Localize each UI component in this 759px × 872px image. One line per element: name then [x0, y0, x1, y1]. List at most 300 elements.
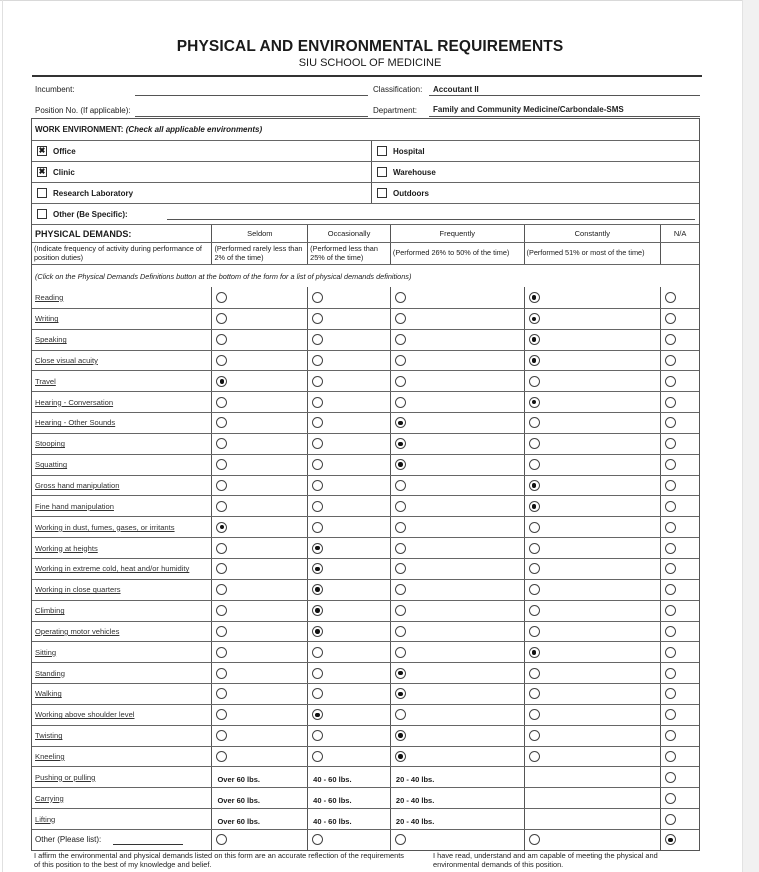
radio-seldom[interactable]: [216, 668, 227, 679]
other-demand-label: Other (Please list):: [35, 835, 102, 845]
radio-cell-seldom: [211, 580, 307, 600]
radio-n-a[interactable]: [665, 480, 676, 491]
radio-occasionally[interactable]: [312, 709, 323, 720]
radio-seldom[interactable]: [216, 730, 227, 741]
radio-cell-seldom: [211, 559, 307, 579]
demand-definition-link[interactable]: Working in dust, fumes, gases, or irritants: [35, 522, 175, 532]
radio-cell-occasionally: [307, 580, 390, 600]
title-divider: [32, 75, 702, 77]
radio-constantly[interactable]: [529, 751, 540, 762]
checkbox-outdoors[interactable]: [377, 188, 387, 198]
radio-cell-n-a: [660, 455, 699, 475]
radio-n-a[interactable]: [665, 397, 676, 408]
demand-definition-link[interactable]: Stooping: [35, 439, 65, 449]
demand-label-cell: [32, 788, 211, 808]
radio-cell-occasionally: [307, 413, 390, 433]
weight-cell-seldom: [211, 809, 307, 829]
env-label: Warehouse: [392, 167, 436, 177]
radio-n-a[interactable]: [665, 543, 676, 554]
radio-frequently[interactable]: [395, 688, 406, 699]
radio-constantly[interactable]: [529, 501, 540, 512]
demand-definition-link[interactable]: Lifting: [35, 814, 56, 824]
radio-seldom[interactable]: [216, 334, 227, 345]
radio-n-a[interactable]: [665, 376, 676, 387]
column-header-frequently: Frequently: [390, 225, 524, 242]
radio-cell-n-a: [660, 559, 699, 579]
demand-definition-link[interactable]: Gross hand manipulation: [35, 481, 120, 491]
physical-demands-descriptions: [32, 242, 699, 264]
radio-constantly[interactable]: [529, 543, 540, 554]
radio-n-a[interactable]: [665, 605, 676, 616]
radio-cell-frequently: [390, 684, 524, 704]
department-field[interactable]: [429, 116, 700, 117]
radio-constantly[interactable]: [529, 730, 540, 741]
radio-cell-n-a: [660, 476, 699, 496]
radio-n-a[interactable]: [665, 834, 676, 845]
radio-cell-frequently: [390, 476, 524, 496]
weight-value: 40 - 60 lbs.: [313, 775, 352, 785]
radio-cell-frequently: [390, 559, 524, 579]
radio-occasionally[interactable]: [312, 376, 323, 387]
demand-label-cell: [32, 309, 211, 329]
radio-n-a[interactable]: [665, 709, 676, 720]
radio-seldom[interactable]: [216, 563, 227, 574]
demand-row-squatting: [32, 454, 699, 475]
radio-frequently[interactable]: [395, 397, 406, 408]
work-environment-header: [32, 119, 699, 140]
radio-cell-n-a: [660, 496, 699, 516]
radio-cell-seldom: [211, 392, 307, 412]
radio-constantly[interactable]: [529, 355, 540, 366]
radio-cell-na: [660, 767, 699, 787]
radio-occasionally[interactable]: [312, 397, 323, 408]
env-item-outdoors[interactable]: [371, 183, 699, 203]
radio-cell-n-a: [660, 517, 699, 537]
demand-row-close-visual-acuity: [32, 350, 699, 371]
radio-seldom[interactable]: [216, 417, 227, 428]
checkbox-office[interactable]: ✖: [38, 146, 46, 155]
radio-n-a[interactable]: [665, 584, 676, 595]
radio-constantly[interactable]: [529, 668, 540, 679]
radio-cell-occasionally: [307, 309, 390, 329]
checkbox-warehouse[interactable]: [377, 167, 387, 177]
demand-label-cell: [32, 767, 211, 787]
radio-na[interactable]: [665, 814, 676, 825]
demand-definition-link[interactable]: Reading: [35, 292, 64, 302]
demand-definition-link[interactable]: Fine hand manipulation: [35, 501, 114, 511]
radio-cell-n-a: [660, 705, 699, 725]
demand-label-cell: [32, 455, 211, 475]
radio-occasionally[interactable]: [312, 501, 323, 512]
demand-row-standing: [32, 662, 699, 683]
demand-row-working-above-shoulder-level: [32, 704, 699, 725]
radio-cell-occasionally: [307, 684, 390, 704]
radio-constantly[interactable]: [529, 834, 540, 845]
radio-occasionally[interactable]: [312, 584, 323, 595]
radio-cell-occasionally: [307, 601, 390, 621]
radio-n-a[interactable]: [665, 417, 676, 428]
radio-cell-na: [660, 809, 699, 829]
demand-row-gross-hand-manipulation: [32, 475, 699, 496]
radio-cell-constantly: [524, 663, 661, 683]
env-label: Other (Be Specific):: [53, 209, 128, 219]
radio-occasionally[interactable]: [312, 730, 323, 741]
demand-definition-link[interactable]: Sitting: [35, 647, 57, 657]
radio-n-a[interactable]: [665, 668, 676, 679]
radio-constantly[interactable]: [529, 334, 540, 345]
env-item-office[interactable]: [32, 141, 371, 161]
radio-cell-constantly: [524, 601, 661, 621]
radio-cell-occasionally: [307, 559, 390, 579]
radio-cell-frequently: [390, 434, 524, 454]
classification-field[interactable]: [429, 95, 700, 96]
radio-occasionally[interactable]: [312, 647, 323, 658]
radio-n-a[interactable]: [665, 730, 676, 741]
radio-cell-seldom: [211, 351, 307, 371]
demand-row-working-in-extreme-cold-heat-and-or-humidity: [32, 558, 699, 579]
radio-cell-n-a: [660, 580, 699, 600]
radio-occasionally[interactable]: [312, 751, 323, 762]
radio-seldom[interactable]: [216, 501, 227, 512]
radio-occasionally[interactable]: [312, 688, 323, 699]
radio-n-a[interactable]: [665, 626, 676, 637]
radio-seldom[interactable]: [216, 376, 227, 387]
classification-value: Accoutant II: [433, 85, 479, 94]
radio-cell-seldom: [211, 684, 307, 704]
radio-seldom[interactable]: [216, 438, 227, 449]
radio-constantly[interactable]: [529, 688, 540, 699]
radio-seldom[interactable]: [216, 522, 227, 533]
column-desc-na: [660, 243, 699, 264]
radio-cell-n-a: [660, 747, 699, 767]
heading-description: (Indicate frequency of activity during performance of position duties): [34, 244, 202, 262]
env-item-clinic[interactable]: [32, 162, 371, 182]
classification-label: Classification:: [373, 85, 423, 94]
demand-row-hearing-conversation: [32, 391, 699, 412]
demand-row-operating-motor-vehicles: [32, 621, 699, 642]
radio-cell-frequently: [390, 601, 524, 621]
radio-cell-occasionally: [307, 392, 390, 412]
radio-constantly[interactable]: [529, 459, 540, 470]
radio-frequently[interactable]: [395, 730, 406, 741]
demand-definition-link[interactable]: Twisting: [35, 731, 63, 741]
radio-cell-n-a: [660, 684, 699, 704]
radio-seldom[interactable]: [216, 397, 227, 408]
definitions-note: (Click on the Physical Demands Definitions button at the bottom of the form for a list of physical demands definitions): [35, 271, 412, 281]
radio-frequently[interactable]: [395, 522, 406, 533]
radio-cell-frequently: [390, 830, 524, 850]
radio-seldom[interactable]: [216, 605, 227, 616]
radio-cell-n-a: [660, 351, 699, 371]
radio-frequently[interactable]: [395, 668, 406, 679]
radio-cell-occasionally: [307, 747, 390, 767]
demand-label-cell: [32, 434, 211, 454]
radio-cell-seldom: [211, 455, 307, 475]
demand-label-cell: [32, 330, 211, 350]
radio-cell-occasionally: [307, 434, 390, 454]
radio-constantly[interactable]: [529, 584, 540, 595]
radio-occasionally[interactable]: [312, 438, 323, 449]
work-environment-note: (Check all applicable environments): [125, 125, 263, 134]
demand-label-cell: [32, 287, 211, 308]
radio-occasionally[interactable]: [312, 563, 323, 574]
radio-cell-frequently: [390, 663, 524, 683]
radio-seldom[interactable]: [216, 709, 227, 720]
radio-n-a[interactable]: [665, 438, 676, 449]
radio-seldom[interactable]: [216, 292, 227, 303]
demand-definition-link[interactable]: Close visual acuity: [35, 355, 98, 365]
radio-cell-constantly: [524, 413, 661, 433]
radio-n-a[interactable]: [665, 647, 676, 658]
radio-frequently[interactable]: [395, 355, 406, 366]
demand-row-stooping: [32, 433, 699, 454]
radio-constantly[interactable]: [529, 563, 540, 574]
demand-definition-link[interactable]: Writing: [35, 314, 59, 324]
radio-constantly[interactable]: [529, 709, 540, 720]
demand-row-lifting: [32, 808, 699, 829]
demand-label-cell: [32, 809, 211, 829]
demand-row-travel: [32, 370, 699, 391]
weight-value: Over 60 lbs.: [217, 775, 260, 785]
radio-cell-seldom: [211, 413, 307, 433]
radio-n-a[interactable]: [665, 459, 676, 470]
env-item-research-laboratory[interactable]: [32, 183, 371, 203]
radio-cell-constantly: [524, 287, 661, 308]
demand-label-cell: [32, 392, 211, 412]
radio-frequently[interactable]: [395, 313, 406, 324]
incumbent-label: Incumbent:: [35, 85, 75, 94]
radio-cell-frequently: [390, 705, 524, 725]
radio-n-a[interactable]: [665, 292, 676, 303]
demand-label-cell: [32, 705, 211, 725]
radio-cell-frequently: [390, 330, 524, 350]
radio-constantly[interactable]: [529, 480, 540, 491]
other-environment-field[interactable]: [167, 219, 695, 220]
radio-cell-n-a: [660, 287, 699, 308]
radio-cell-seldom: [211, 496, 307, 516]
column-header-constantly: Constantly: [524, 225, 661, 242]
radio-frequently[interactable]: [395, 751, 406, 762]
radio-occasionally[interactable]: [312, 543, 323, 554]
demand-row-working-in-dust-fumes-gases-or-irritants: [32, 516, 699, 537]
demand-label-cell: [32, 476, 211, 496]
radio-frequently[interactable]: [395, 376, 406, 387]
radio-na[interactable]: [665, 772, 676, 783]
radio-cell-n-a: [660, 538, 699, 558]
radio-constantly[interactable]: [529, 313, 540, 324]
demand-definition-link[interactable]: Standing: [35, 668, 65, 678]
demand-definition-link[interactable]: Pushing or pulling: [35, 772, 96, 782]
radio-n-a[interactable]: [665, 334, 676, 345]
radio-cell-seldom: [211, 642, 307, 662]
radio-cell-seldom: [211, 434, 307, 454]
radio-frequently[interactable]: [395, 834, 406, 845]
checkbox-hospital[interactable]: [377, 146, 387, 156]
radio-cell-constantly: [524, 622, 661, 642]
radio-frequently[interactable]: [395, 480, 406, 491]
weight-value: Over 60 lbs.: [217, 796, 260, 806]
weight-cell-frequently: [390, 767, 524, 787]
radio-constantly[interactable]: [529, 605, 540, 616]
radio-occasionally[interactable]: [312, 605, 323, 616]
demand-label-cell: [32, 747, 211, 767]
radio-occasionally[interactable]: [312, 459, 323, 470]
weight-cell-seldom: [211, 767, 307, 787]
radio-constantly[interactable]: [529, 522, 540, 533]
demand-definition-link[interactable]: Walking: [35, 689, 62, 699]
page-subtitle: SIU SCHOOL OF MEDICINE: [298, 57, 442, 69]
env-item-other[interactable]: [32, 204, 699, 224]
weight-value: 20 - 40 lbs.: [395, 816, 435, 826]
radio-seldom[interactable]: [216, 355, 227, 366]
demand-row-pushing-or-pulling: [32, 766, 699, 787]
radio-seldom[interactable]: [216, 688, 227, 699]
demand-definition-link[interactable]: Travel: [35, 376, 56, 386]
radio-cell-seldom: [211, 622, 307, 642]
radio-cell-constantly: [524, 371, 661, 391]
radio-frequently[interactable]: [395, 709, 406, 720]
radio-frequently[interactable]: [395, 647, 406, 658]
weight-value: 40 - 60 lbs.: [313, 816, 352, 826]
radio-frequently[interactable]: [395, 584, 406, 595]
radio-cell-seldom: [211, 726, 307, 746]
radio-cell-n-a: [660, 830, 699, 850]
demand-definition-link[interactable]: Climbing: [35, 606, 65, 616]
demand-row-carrying: [32, 787, 699, 808]
radio-cell-n-a: [660, 392, 699, 412]
demand-row-working-in-close-quarters: [32, 579, 699, 600]
radio-occasionally[interactable]: [312, 626, 323, 637]
env-label: Hospital: [392, 146, 425, 156]
demand-definition-link[interactable]: Working above shoulder level: [35, 710, 135, 720]
radio-seldom[interactable]: [216, 647, 227, 658]
radio-cell-seldom: [211, 747, 307, 767]
radio-cell-constantly: [524, 705, 661, 725]
radio-occasionally[interactable]: [312, 522, 323, 533]
radio-constantly[interactable]: [529, 438, 540, 449]
radio-seldom[interactable]: [216, 543, 227, 554]
incumbent-field[interactable]: [135, 95, 368, 96]
radio-seldom[interactable]: [216, 459, 227, 470]
env-row: [32, 140, 699, 161]
radio-frequently[interactable]: [395, 292, 406, 303]
demand-definition-link[interactable]: Hearing - Other Sounds: [35, 418, 116, 428]
radio-constantly[interactable]: [529, 376, 540, 387]
radio-constantly[interactable]: [529, 292, 540, 303]
demand-definition-link[interactable]: Kneeling: [35, 751, 65, 761]
radio-n-a[interactable]: [665, 563, 676, 574]
scrollbar-track[interactable]: [742, 0, 759, 872]
weight-cell-constantly: [524, 809, 661, 829]
radio-cell-na: [660, 788, 699, 808]
demand-row-reading: [32, 287, 699, 308]
radio-n-a[interactable]: [665, 522, 676, 533]
demand-definition-link[interactable]: Speaking: [35, 335, 67, 345]
radio-constantly[interactable]: [529, 417, 540, 428]
radio-constantly[interactable]: [529, 626, 540, 637]
demand-label-cell: [32, 684, 211, 704]
radio-constantly[interactable]: [529, 647, 540, 658]
demand-definition-link[interactable]: Working at heights: [35, 543, 98, 553]
radio-frequently[interactable]: [395, 459, 406, 470]
env-item-hospital[interactable]: [371, 141, 699, 161]
definitions-note-row: [32, 264, 699, 287]
radio-occasionally[interactable]: [312, 668, 323, 679]
radio-occasionally[interactable]: [312, 834, 323, 845]
radio-frequently[interactable]: [395, 438, 406, 449]
env-item-warehouse[interactable]: [371, 162, 699, 182]
demand-row-climbing: [32, 600, 699, 621]
demand-label-cell: [32, 726, 211, 746]
radio-frequently[interactable]: [395, 543, 406, 554]
radio-seldom[interactable]: [216, 313, 227, 324]
radio-occasionally[interactable]: [312, 334, 323, 345]
radio-frequently[interactable]: [395, 563, 406, 574]
radio-seldom[interactable]: [216, 751, 227, 762]
radio-cell-n-a: [660, 663, 699, 683]
radio-frequently[interactable]: [395, 334, 406, 345]
radio-seldom[interactable]: [216, 626, 227, 637]
other-demand-field[interactable]: [113, 844, 183, 845]
checkbox-other[interactable]: [37, 209, 47, 219]
demand-definition-link[interactable]: Squatting: [35, 460, 68, 470]
demand-definition-link[interactable]: Hearing - Conversation: [35, 397, 114, 407]
env-label: Office: [53, 146, 76, 156]
radio-n-a[interactable]: [665, 355, 676, 366]
radio-cell-constantly: [524, 455, 661, 475]
radio-seldom[interactable]: [216, 834, 227, 845]
radio-n-a[interactable]: [665, 688, 676, 699]
radio-cell-frequently: [390, 726, 524, 746]
env-label: Outdoors: [392, 188, 429, 198]
demand-definition-link[interactable]: Working in extreme cold, heat and/or humidity: [35, 564, 190, 574]
radio-occasionally[interactable]: [312, 417, 323, 428]
checkbox-research-laboratory[interactable]: [37, 188, 47, 198]
radio-cell-constantly: [524, 330, 661, 350]
radio-seldom[interactable]: [216, 584, 227, 595]
radio-seldom[interactable]: [216, 480, 227, 491]
radio-frequently[interactable]: [395, 417, 406, 428]
demand-definition-link[interactable]: Carrying: [35, 793, 64, 803]
radio-cell-constantly: [524, 559, 661, 579]
employee-affirmation: I have read, understand and am capable of meeting the physical and environmental demands of this position.: [433, 851, 658, 869]
radio-occasionally[interactable]: [312, 292, 323, 303]
weight-value: 40 - 60 lbs.: [313, 796, 352, 806]
env-row: [32, 161, 699, 182]
position-field[interactable]: [135, 116, 368, 117]
radio-occasionally[interactable]: [312, 480, 323, 491]
radio-occasionally[interactable]: [312, 355, 323, 366]
demand-label-cell: [32, 622, 211, 642]
demand-definition-link[interactable]: Operating motor vehicles: [35, 626, 120, 636]
radio-cell-frequently: [390, 642, 524, 662]
radio-n-a[interactable]: [665, 313, 676, 324]
radio-na[interactable]: [665, 793, 676, 804]
radio-n-a[interactable]: [665, 501, 676, 512]
checkbox-clinic[interactable]: ✖: [38, 167, 46, 176]
radio-cell-n-a: [660, 642, 699, 662]
radio-frequently[interactable]: [395, 605, 406, 616]
radio-constantly[interactable]: [529, 397, 540, 408]
env-label: Research Laboratory: [53, 188, 134, 198]
radio-n-a[interactable]: [665, 751, 676, 762]
radio-frequently[interactable]: [395, 501, 406, 512]
radio-cell-constantly: [524, 830, 661, 850]
demand-row-speaking: [32, 329, 699, 350]
radio-frequently[interactable]: [395, 626, 406, 637]
demand-definition-link[interactable]: Working in close quarters: [35, 585, 121, 595]
radio-occasionally[interactable]: [312, 313, 323, 324]
